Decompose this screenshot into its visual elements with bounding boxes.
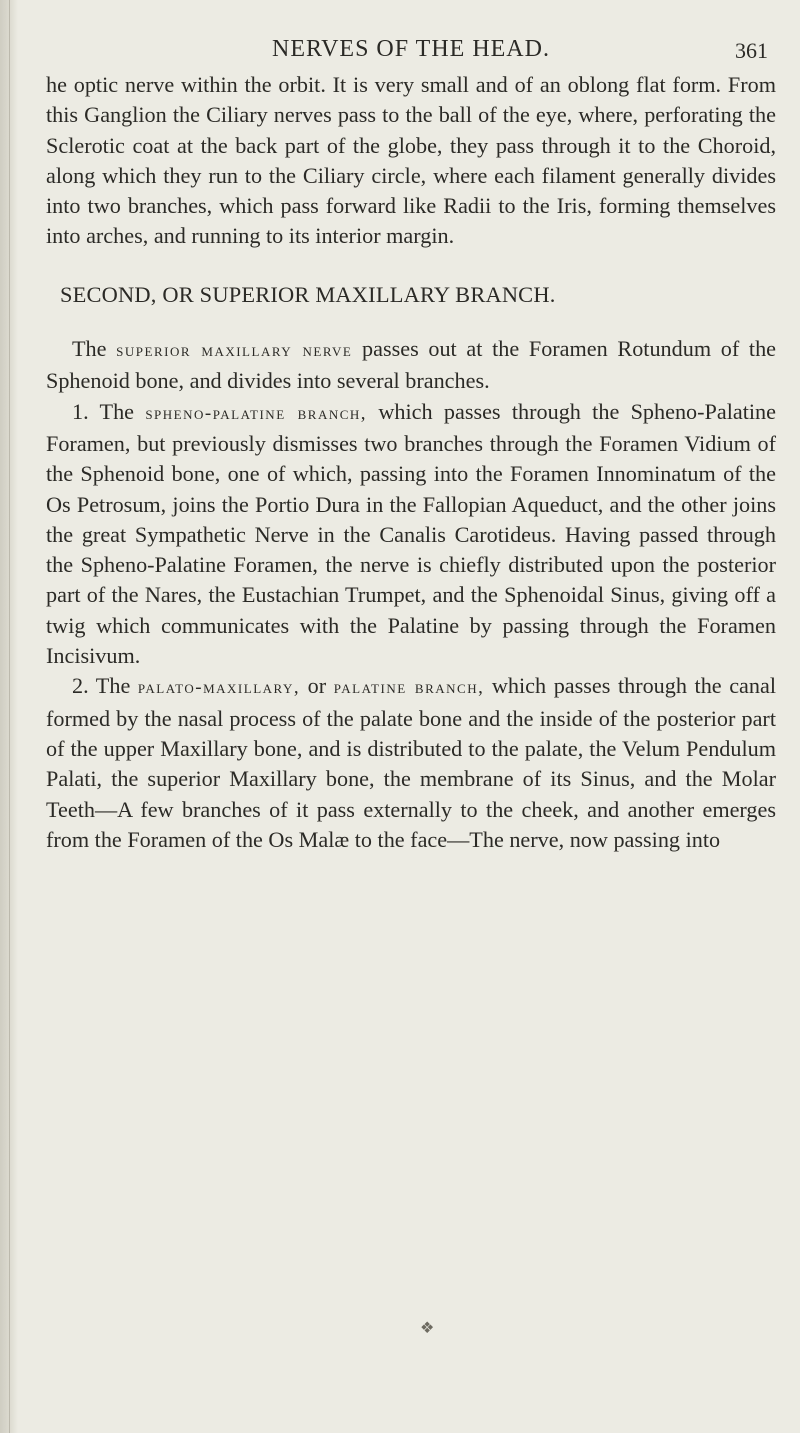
palato-smallcaps: palato-maxillary, bbox=[137, 677, 301, 699]
superior-smallcaps: superior maxillary nerve bbox=[116, 340, 353, 362]
section-heading: SECOND, OR SUPERIOR MAXILLARY BRANCH. bbox=[60, 281, 556, 307]
palato-smallcaps-2: palatine branch, bbox=[333, 677, 485, 699]
spine-line bbox=[9, 0, 10, 1433]
spheno-smallcaps: spheno-palatine branch, bbox=[145, 402, 368, 424]
page-spine bbox=[0, 0, 18, 1433]
spheno-palatine-paragraph bbox=[46, 397, 776, 672]
superior-rest: passes out at the Foramen Rotundum of the Sphenoid bone, and divides into several branches. bbox=[46, 336, 777, 394]
superior-maxillary-paragraph bbox=[46, 334, 776, 397]
book-page bbox=[46, 30, 776, 855]
palato-mid: or bbox=[300, 673, 334, 699]
palato-maxillary-paragraph bbox=[46, 671, 776, 855]
page-number: 361 bbox=[735, 38, 768, 63]
printer-mark: ❖ bbox=[420, 1318, 435, 1337]
palato-rest: which passes through the canal formed by the nasal process of the palate bone and the inside of the posterior part of the upper Maxillary bone, and is distributed to the palate, the Velum Pendulum Palati, the superior Maxillary bone, the membrane of its Sinus, and the Molar Teeth—A few branches of it pass externally to the cheek, and another emerges from the Foramen of the Os Malæ to the face—The nerve, now passing into bbox=[46, 673, 776, 852]
palato-num: 2. The bbox=[72, 673, 138, 699]
intro-paragraph: he optic nerve within the orbit. It is very small and of an oblong flat form. From this Ganglion the Ciliary nerves pass to the ball of the eye, where, perforating the Sclerotic coat at the back part of the globe, they pass through it to the Choroid, along which they run to the Ciliary circle, where each filament generally divides into two branches, which pass forward like Radii to the Iris, forming themselves into arches, and running to its interior margin. bbox=[46, 72, 776, 249]
superior-lead: The bbox=[72, 336, 117, 362]
spheno-num: 1. The bbox=[72, 398, 146, 424]
spheno-rest: which passes through the Spheno-Palatine Foramen, but previously dismisses two branches through the Foramen Vidium of the Sphenoid bone, one of which, passing into the Foramen Innominatum of the Os Petrosum, joins the Portio Dura in the Fallopian Aqueduct, and the other joins the great Sympathetic Nerve in the Canalis Carotideus. Having passed through the Spheno-Palatine Foramen, the nerve is chiefly distributed upon the posterior part of the Nares, the Eustachian Trumpet, and the Sphenoidal Sinus, giving off a twig which communicates with the Palatine by passing through the Foramen Incisivum. bbox=[46, 398, 777, 669]
body-text bbox=[46, 70, 776, 855]
running-head bbox=[46, 30, 776, 70]
running-title: NERVES OF THE HEAD. bbox=[272, 36, 550, 62]
